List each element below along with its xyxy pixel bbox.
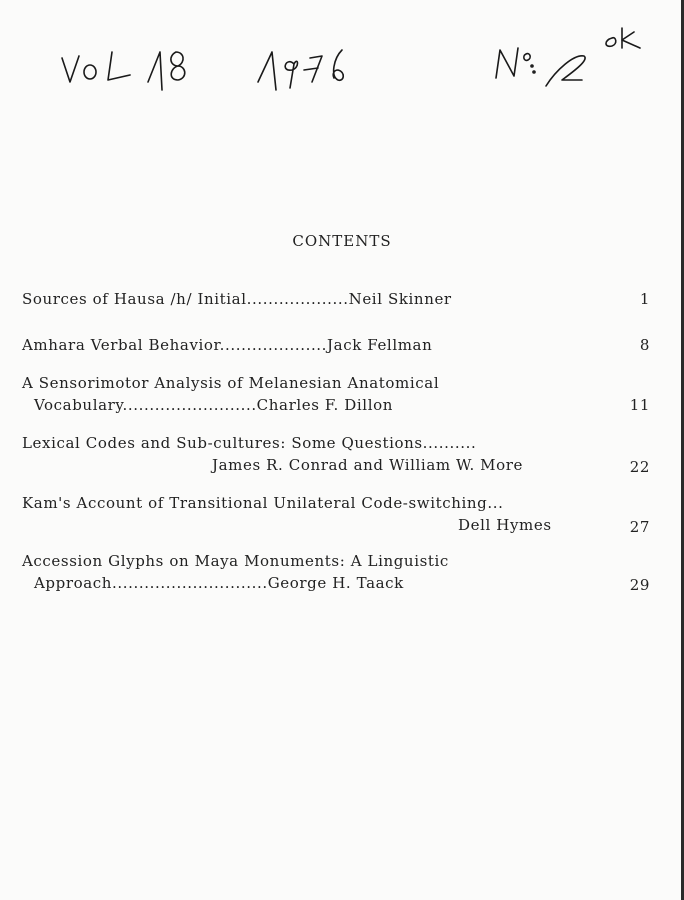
toc-entry-text: Sources of Hausa /h/ Initial...................Neil Skinner: [22, 290, 452, 308]
toc-entry-text: A Sensorimotor Analysis of Melanesian Anatomical: [22, 374, 440, 392]
toc-page-number: 8: [639, 336, 650, 354]
toc-page-number: 11: [629, 396, 650, 414]
toc-line: [22, 396, 662, 418]
toc-line: [22, 552, 662, 574]
toc-line: [22, 574, 662, 596]
toc-line: [22, 336, 662, 358]
toc-entry: [22, 336, 662, 358]
toc-entry-text: Vocabulary.........................Charles F. Dillon: [34, 396, 393, 414]
toc-line: [22, 290, 662, 312]
toc-line: [22, 494, 662, 516]
toc-page-number: 29: [629, 576, 650, 594]
toc-line: [22, 456, 662, 478]
toc-entry-text: Accession Glyphs on Maya Monuments: A Linguistic: [22, 552, 449, 570]
toc-entry-text: Dell Hymes: [458, 516, 552, 534]
toc-entry: [22, 552, 662, 596]
toc-line: [22, 516, 662, 538]
toc-entry-text: James R. Conrad and William W. More: [212, 456, 524, 474]
toc-page-number: 1: [639, 290, 650, 308]
toc-entry-text: Amhara Verbal Behavior....................Jack Fellman: [22, 336, 433, 354]
contents-title: CONTENTS: [292, 232, 392, 250]
toc-entry-text: Approach.............................George H. Taack: [34, 574, 404, 592]
toc-entry: [22, 374, 662, 418]
toc-entry-text: Lexical Codes and Sub-cultures: Some Questions..........: [22, 434, 477, 452]
toc-entry-text: Kam's Account of Transitional Unilateral Code-switching...: [22, 494, 504, 512]
toc-line: [22, 374, 662, 396]
toc-entry: [22, 494, 662, 538]
handwritten-annotation-drawing: [0, 0, 684, 130]
toc-line: [22, 434, 662, 456]
toc-entry: [22, 434, 662, 478]
toc-page-number: 27: [629, 518, 650, 536]
toc-page-number: 22: [629, 458, 650, 476]
handwritten-annotation: [0, 0, 684, 130]
toc-entry: [22, 290, 662, 312]
